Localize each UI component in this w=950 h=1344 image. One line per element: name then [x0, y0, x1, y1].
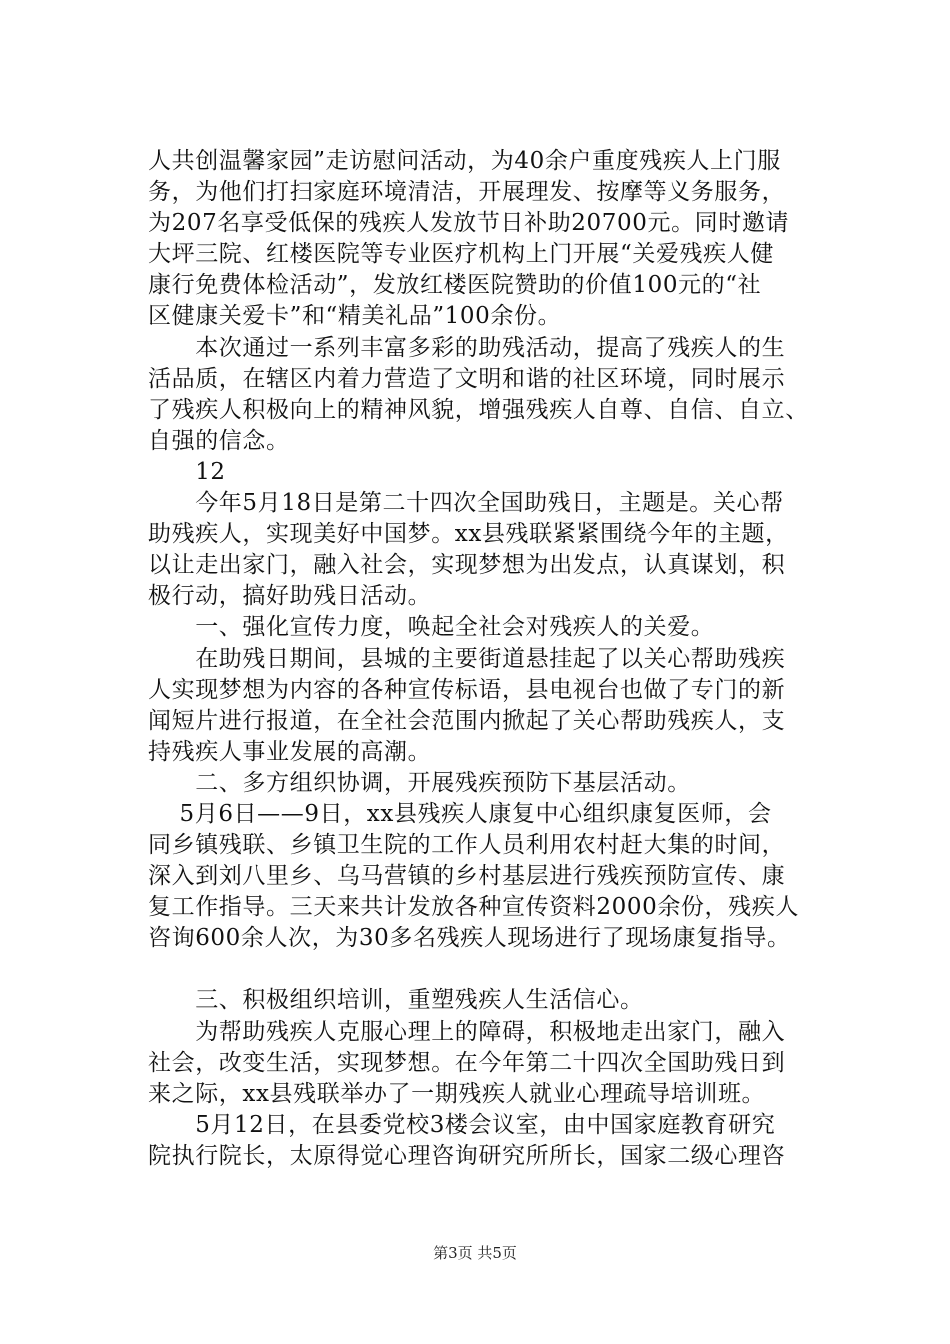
- document-body: [148, 146, 838, 1172]
- text-line: 今年5月18日是第二十四次全国助残日，主题是。关心帮: [148, 490, 784, 517]
- text-line: 极行动，搞好助残日活动。: [148, 583, 432, 610]
- text-line: 活品质，在辖区内着力营造了文明和谐的社区环境，同时展示: [148, 365, 786, 392]
- text-line: 来之际，xx县残联举办了一期残疾人就业心理疏导培训班。: [148, 1080, 766, 1107]
- text-line: 大坪三院、红楼医院等专业医疗机构上门开展“关爱残疾人健: [148, 241, 774, 268]
- text-line: 为帮助残疾人克服心理上的障碍，积极地走出家门，融入: [148, 1018, 786, 1045]
- text-line: 闻短片进行报道，在全社会范围内掀起了关心帮助残疾人，支: [148, 707, 786, 734]
- section-heading: 三、积极组织培训，重塑残疾人生活信心。: [148, 987, 644, 1014]
- text-line: 康行免费体检活动”，发放红楼医院赞助的价值100元的“社: [148, 272, 762, 299]
- text-line: 了残疾人积极向上的精神风貌，增强残疾人自尊、自信、自立、: [148, 396, 809, 423]
- text-line: 同乡镇残联、乡镇卫生院的工作人员利用农村赶大集的时间，: [148, 832, 786, 859]
- text-line: 持残疾人事业发展的高潮。: [148, 738, 432, 765]
- text-line: 咨询600余人次，为30多名残疾人现场进行了现场康复指导。: [148, 925, 791, 952]
- page-footer: 第3页 共5页: [433, 1244, 517, 1262]
- section-number: 12: [148, 458, 226, 485]
- text-line: 社会，改变生活，实现梦想。在今年第二十四次全国助残日到: [148, 1049, 786, 1076]
- text-line: 人实现梦想为内容的各种宣传标语，县电视台也做了专门的新: [148, 676, 786, 703]
- blank-line: [148, 954, 838, 985]
- text-line: 务，为他们打扫家庭环境清洁，开展理发、按摩等义务服务，: [148, 179, 786, 206]
- text-line: 在助残日期间，县城的主要街道悬挂起了以关心帮助残疾: [148, 645, 786, 672]
- text-line: 5月6日——9日，xx县残疾人康复中心组织康复医师，会: [148, 800, 772, 827]
- section-heading: 一、强化宣传力度，唤起全社会对残疾人的关爱。: [148, 614, 715, 641]
- text-line: 区健康关爱卡”和“精美礼品”100余份。: [148, 303, 562, 330]
- text-line: 复工作指导。三天来共计发放各种宣传资料2000余份，残疾人: [148, 894, 799, 921]
- text-line: 为207名享受低保的残疾人发放节日补助20700元。同时邀请: [148, 210, 790, 237]
- section-heading: 二、多方组织协调，开展残疾预防下基层活动。: [148, 769, 691, 796]
- text-line: 本次通过一系列丰富多彩的助残活动，提高了残疾人的生: [148, 334, 786, 361]
- text-line: 人共创温馨家园”走访慰问活动，为40余户重度残疾人上门服: [148, 148, 781, 174]
- text-line: 自强的信念。: [148, 427, 290, 454]
- text-line: 深入到刘八里乡、乌马营镇的乡村基层进行残疾预防宣传、康: [148, 863, 786, 890]
- text-line: 5月12日，在县委党校3楼会议室，由中国家庭教育研究: [148, 1111, 776, 1138]
- text-line: 助残疾人，实现美好中国梦。xx县残联紧紧围绕今年的主题，: [148, 521, 789, 548]
- text-line: 以让走出家门，融入社会，实现梦想为出发点，认真谋划，积: [148, 552, 786, 579]
- text-line: 院执行院长，太原得觉心理咨询研究所所长，国家二级心理咨: [148, 1142, 786, 1169]
